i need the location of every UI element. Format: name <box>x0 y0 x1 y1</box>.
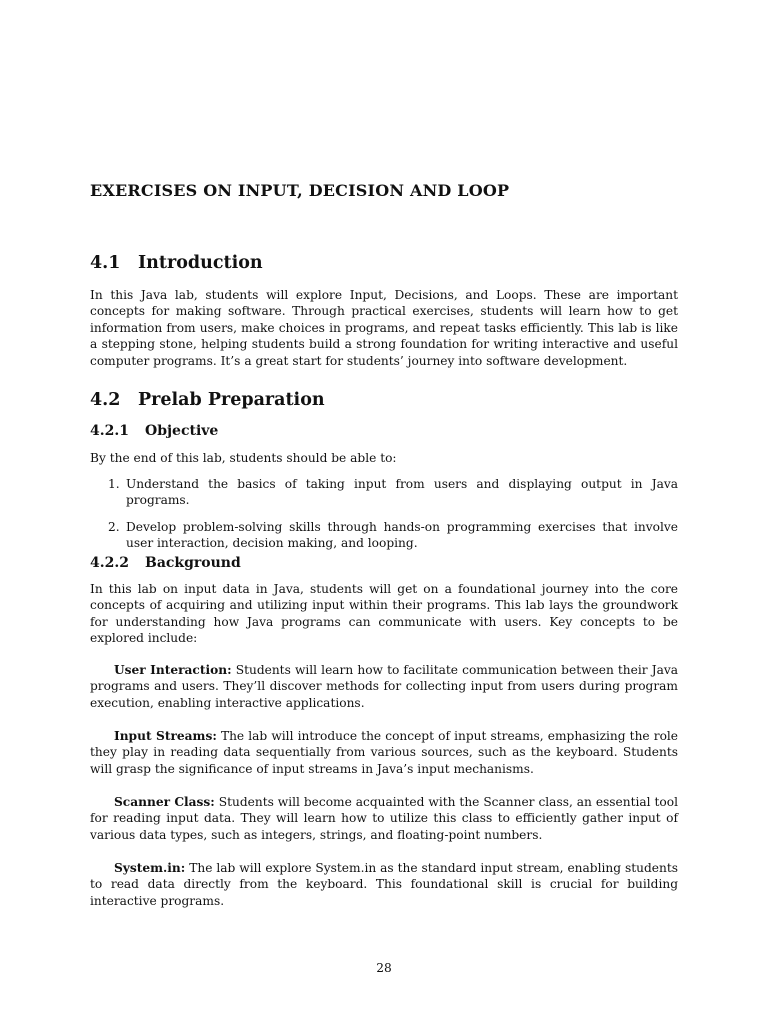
concept-system-in <box>90 860 678 909</box>
page-number: 28 <box>376 961 392 975</box>
concept-text: Students will become acquainted with the Scanner class, an essential tool for reading input data. They will learn how to utilize this class to efficiently gather input of various data types, such as integers, strings, and floating-point numbers. <box>90 795 678 842</box>
objective-list <box>90 476 678 552</box>
list-marker: 1. <box>108 477 120 491</box>
concept-input-streams <box>90 728 678 777</box>
subsection-number: 4.2.1 <box>90 423 129 439</box>
subsection-title: Objective <box>145 423 219 439</box>
section-number: 4.2 <box>90 390 121 410</box>
concept-term: Scanner Class: <box>114 795 215 809</box>
subsection-heading-objective <box>90 423 218 439</box>
concept-term: System.in: <box>114 861 186 875</box>
chapter-title: EXERCISES ON INPUT, DECISION AND LOOP <box>90 181 510 200</box>
list-marker: 2. <box>108 519 120 534</box>
document-page <box>90 0 678 1024</box>
list-item-text: Understand the basics of taking input from users and displaying output in Java programs. <box>126 477 678 508</box>
section-title: Prelab Preparation <box>138 390 325 410</box>
section-number: 4.1 <box>90 253 121 273</box>
concept-text: The lab will explore System.in as the standard input stream, enabling students to read data directly from the keyboard. This foundational skill is crucial for building interactive programs. <box>90 861 679 908</box>
subsection-heading-background <box>90 555 241 571</box>
introduction-paragraph: In this Java lab, students will explore Input, Decisions, and Loops. These are important concepts for making software. Through practical exercises, students will learn how to get information from users, make choices in programs, and repeat tasks efficiently. This lab is like a stepping stone, helping students build a strong foundation for writing interactive and useful computer programs. It’s a great start for students’ journey into software development. <box>90 288 678 368</box>
list-item <box>90 476 678 509</box>
subsection-title: Background <box>145 555 241 571</box>
list-item-text: Develop problem-solving skills through hands-on programming exercises that involve user interaction, decision making, and looping. <box>126 519 678 551</box>
concept-scanner-class <box>90 794 678 843</box>
concept-term: Input Streams: <box>114 729 217 743</box>
section-heading-prelab <box>90 390 325 410</box>
list-item <box>90 519 678 552</box>
background-paragraph: In this lab on input data in Java, students will get on a foundational journey into the core concepts of acquiring and utilizing input within their programs. This lab lays the groundwork for understanding how Java programs can communicate with users. Key concepts to be explored include: <box>90 582 678 646</box>
section-title: Introduction <box>138 253 263 273</box>
section-heading-introduction <box>90 253 263 273</box>
objective-lead: By the end of this lab, students should be able to: <box>90 451 397 465</box>
concept-term: User Interaction: <box>114 663 232 677</box>
concept-user-interaction <box>90 662 678 711</box>
subsection-number: 4.2.2 <box>90 555 129 571</box>
concept-text: The lab will introduce the concept of input streams, emphasizing the role they play in reading data sequentially from various sources, such as the keyboard. Students will grasp the significance of input streams in Java’s input mechanisms. <box>90 729 679 776</box>
concept-text: Students will learn how to facilitate communication between their Java programs and users. They’ll discover methods for collecting input from users during program execution, enabling interactive applications. <box>90 663 679 710</box>
